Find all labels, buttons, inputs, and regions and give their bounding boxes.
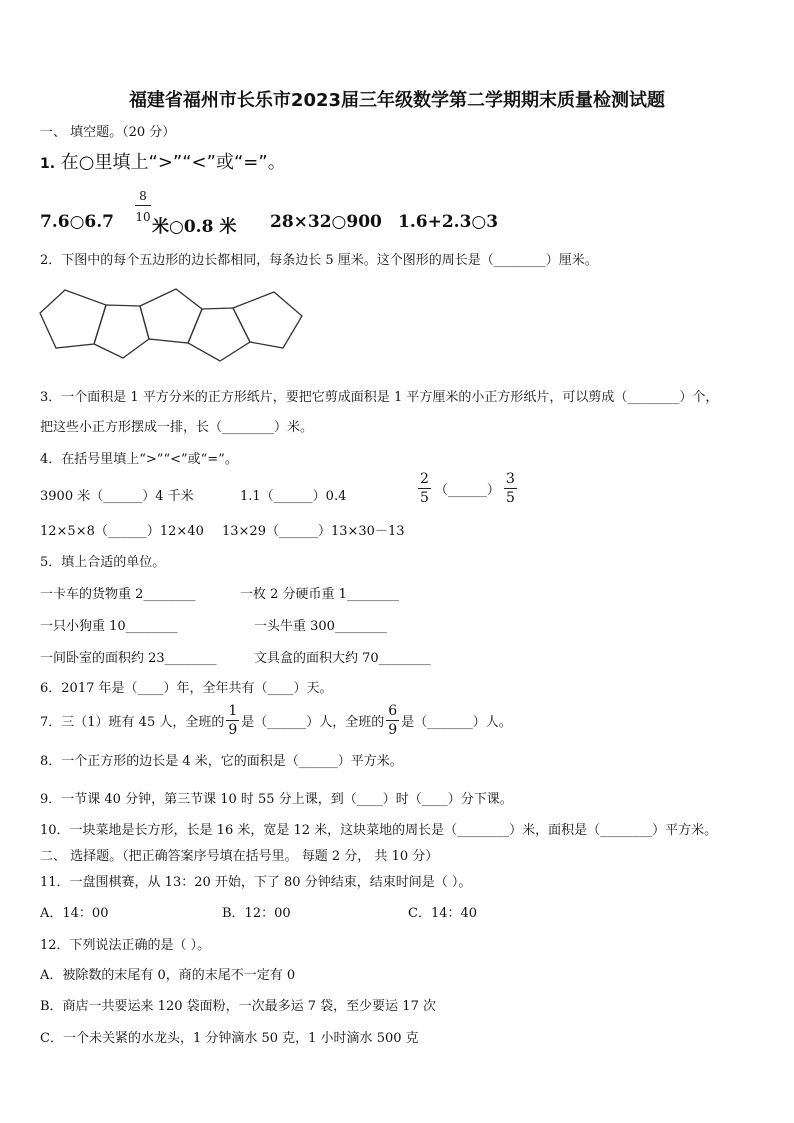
fraction-bar bbox=[135, 205, 151, 206]
fraction-numerator: 8 bbox=[139, 189, 147, 203]
fraction-denominator: 9 bbox=[228, 722, 238, 738]
question-9: 9．一节课 40 分钟，第三节课 10 时 55 分上课，到（____）时（____）分下课。 bbox=[40, 792, 513, 807]
page-title: 福建省福州市长乐市2023届三年级数学第二学期期末质量检测试题 bbox=[128, 90, 666, 111]
unit-item-a: 一卡车的货物重 2________ bbox=[40, 587, 196, 602]
pentagon-3 bbox=[140, 289, 202, 343]
pentagon-chain-figure bbox=[36, 286, 316, 366]
expression-1: 7.6○6.7 bbox=[40, 212, 114, 232]
fraction-numerator: 1 bbox=[228, 703, 238, 719]
blank: （______） bbox=[434, 483, 500, 498]
fraction-numerator: 2 bbox=[420, 471, 429, 487]
comparison-a: 3900 米（______）4 千米 bbox=[40, 489, 194, 504]
expression-2: 米○0.8 米 bbox=[152, 217, 237, 237]
question-5: 5．填上合适的单位。 bbox=[40, 555, 166, 570]
option-a: A．14：00 bbox=[40, 906, 109, 921]
unit-item-f: 文具盒的面积大约 70________ bbox=[254, 651, 431, 666]
pentagon-4 bbox=[188, 308, 250, 361]
question-2: 2．下图中的每个五边形的边长都相同，每条边长 5 厘米。这个图形的周长是（________）厘米。 bbox=[40, 253, 598, 268]
option-c: C．14：40 bbox=[408, 906, 478, 921]
unit-item-c: 一只小狗重 10________ bbox=[40, 619, 178, 634]
fraction-denominator: 9 bbox=[388, 722, 398, 738]
question-12: 12．下列说法正确的是（ ）。 bbox=[40, 938, 211, 953]
unit-item-e: 一间卧室的面积约 23________ bbox=[40, 651, 217, 666]
unit-item-d: 一头牛重 300________ bbox=[254, 619, 387, 634]
question-text: 7．三（1）班有 45 人，全班的 bbox=[40, 715, 225, 730]
question-8: 8．一个正方形的边长是 4 米，它的面积是（______）平方米。 bbox=[40, 754, 403, 769]
fraction-numerator: 6 bbox=[388, 703, 398, 719]
option-b: B．12：00 bbox=[222, 906, 291, 921]
question-text: 在○里填上“>”“<”或“=”。 bbox=[60, 152, 286, 173]
expression-3: 28×32○900 bbox=[270, 212, 382, 232]
option-a: A．被除数的末尾有 0，商的末尾不一定有 0 bbox=[40, 968, 296, 983]
pentagon-2 bbox=[94, 305, 149, 358]
fraction-denominator: 5 bbox=[420, 490, 429, 506]
fraction-denominator: 5 bbox=[505, 490, 515, 506]
section-heading-multiple-choice: 二、 选择题。（把正确答案序号填在括号里。 每题 2 分， 共 10 分） bbox=[40, 849, 439, 864]
question-7 bbox=[40, 704, 512, 737]
fraction-numerator: 3 bbox=[505, 471, 515, 487]
section-heading-fill-in: 一、 填空题。（20 分） bbox=[40, 125, 176, 140]
question-3-line-2: 把这些小正方形摆成一排，长（________）米。 bbox=[40, 420, 314, 435]
question-number: 1. bbox=[40, 156, 56, 172]
question-10: 10．一块菜地是长方形，长是 16 米，宽是 12 米，这块菜地的周长是（________）米，面积是（________）平方米。 bbox=[40, 823, 718, 838]
comparison-d: 12×5×8（______）12×40 bbox=[40, 524, 204, 539]
option-b: B．商店一共要运来 120 袋面粉，一次最多运 7 袋，至少要运 17 次 bbox=[40, 999, 436, 1014]
question-6: 6．2017 年是（____）年，全年共有（____）天。 bbox=[40, 681, 333, 696]
option-c: C．一个未关紧的水龙头，1 分钟滴水 50 克，1 小时滴水 500 克 bbox=[40, 1031, 419, 1046]
question-text: 是（______）人，全班的 bbox=[241, 715, 385, 730]
fraction-denominator: 10 bbox=[135, 210, 151, 224]
expression-4: 1.6+2.3○3 bbox=[398, 212, 499, 232]
comparison-e: 13×29（______）13×30－13 bbox=[222, 524, 405, 539]
question-4: 4．在括号里填上“>”“<”或“=”。 bbox=[40, 452, 238, 467]
question-3-line-1: 3．一个面积是 1 平方分米的正方形纸片，要把它剪成面积是 1 平方厘米的小正方形纸片，可以剪成（________）个， bbox=[40, 390, 719, 405]
question-text: 是（_______）人。 bbox=[401, 715, 512, 730]
question-11: 11．一盘围棋赛，从 13：20 开始，下了 80 分钟结束，结束时间是（ ）。 bbox=[40, 875, 472, 890]
question-1-prompt bbox=[40, 148, 286, 174]
pentagon-5 bbox=[233, 292, 302, 348]
comparison-c bbox=[416, 472, 519, 505]
comparison-b: 1.1（______）0.4 bbox=[240, 489, 347, 504]
unit-item-b: 一枚 2 分硬币重 1________ bbox=[240, 587, 399, 602]
